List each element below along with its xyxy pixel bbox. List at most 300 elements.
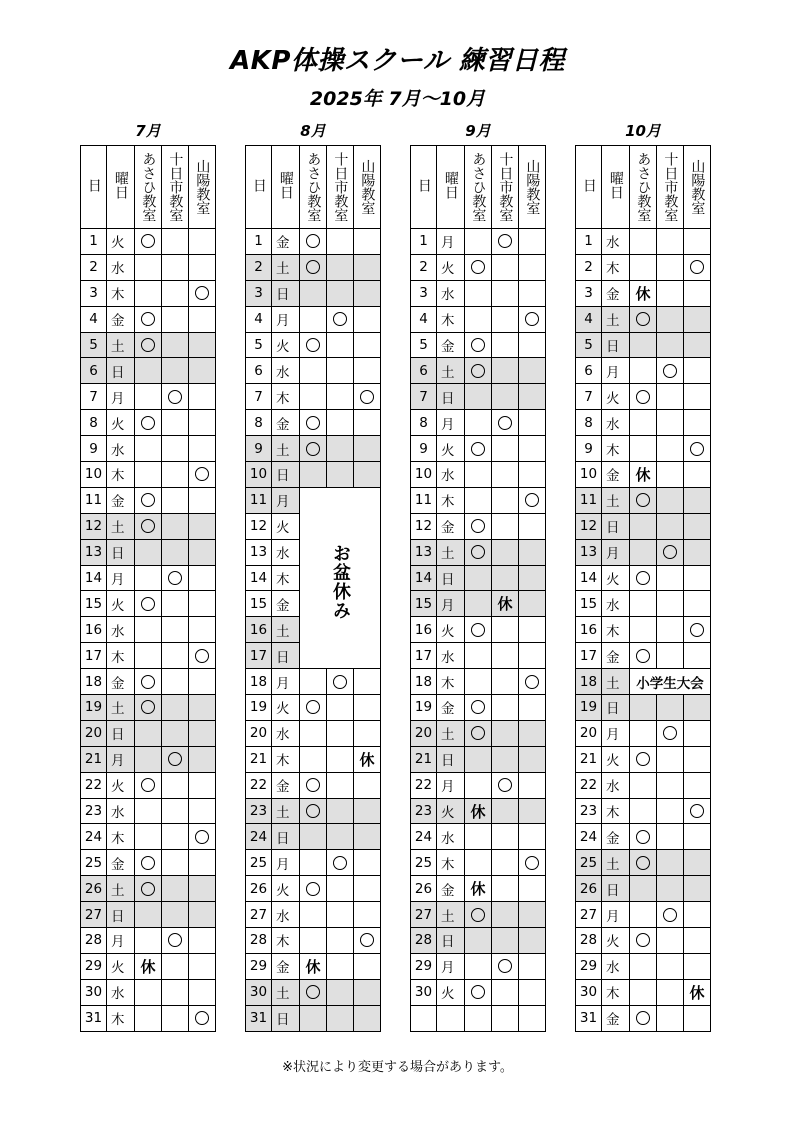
weekday-cell: 木 bbox=[602, 798, 630, 824]
sanyo-cell bbox=[519, 591, 546, 617]
asahi-cell bbox=[630, 565, 657, 591]
day-cell: 22 bbox=[576, 772, 602, 798]
circle-mark-icon bbox=[663, 726, 677, 740]
day-cell: 14 bbox=[81, 565, 107, 591]
asahi-cell bbox=[465, 850, 492, 876]
tokaichi-cell bbox=[162, 928, 189, 954]
day-cell: 11 bbox=[81, 487, 107, 513]
table-row bbox=[246, 695, 381, 721]
table-row bbox=[81, 462, 216, 488]
tokaichi-cell bbox=[162, 850, 189, 876]
asahi-cell bbox=[630, 695, 657, 721]
column-header bbox=[492, 146, 519, 229]
circle-mark-icon bbox=[498, 416, 512, 430]
sanyo-cell bbox=[519, 410, 546, 436]
table-row bbox=[576, 798, 711, 824]
closed-mark: 休 bbox=[470, 880, 486, 899]
tokaichi-cell bbox=[327, 720, 354, 746]
table-row bbox=[246, 384, 381, 410]
sanyo-cell bbox=[684, 462, 711, 488]
asahi-cell bbox=[135, 565, 162, 591]
table-row bbox=[411, 798, 546, 824]
weekday-cell: 火 bbox=[437, 617, 465, 643]
weekday-cell: 土 bbox=[272, 254, 300, 280]
asahi-cell bbox=[630, 591, 657, 617]
circle-mark-icon bbox=[471, 519, 485, 533]
circle-mark-icon bbox=[195, 649, 209, 663]
sanyo-cell bbox=[519, 979, 546, 1005]
asahi-cell bbox=[465, 720, 492, 746]
tokaichi-cell bbox=[327, 1005, 354, 1031]
circle-mark-icon bbox=[141, 778, 155, 792]
day-cell: 5 bbox=[411, 332, 437, 358]
weekday-cell: 日 bbox=[602, 332, 630, 358]
table-row bbox=[246, 876, 381, 902]
tokaichi-cell bbox=[492, 358, 519, 384]
day-cell: 3 bbox=[411, 280, 437, 306]
weekday-cell: 木 bbox=[437, 306, 465, 332]
table-row bbox=[81, 720, 216, 746]
table-row bbox=[81, 669, 216, 695]
tokaichi-cell bbox=[657, 332, 684, 358]
table-row bbox=[411, 643, 546, 669]
day-cell: 29 bbox=[246, 953, 272, 979]
sanyo-cell bbox=[354, 824, 381, 850]
asahi-cell bbox=[630, 513, 657, 539]
weekday-cell: 水 bbox=[437, 462, 465, 488]
tokaichi-cell bbox=[162, 229, 189, 255]
month-table bbox=[575, 145, 711, 1032]
weekday-cell: 日 bbox=[602, 513, 630, 539]
day-cell: 20 bbox=[81, 720, 107, 746]
asahi-cell bbox=[300, 254, 327, 280]
closed-mark: 休 bbox=[635, 284, 651, 303]
tokaichi-cell bbox=[657, 306, 684, 332]
asahi-cell bbox=[135, 669, 162, 695]
column-header-label: 山陽教室 bbox=[524, 158, 541, 215]
tokaichi-cell bbox=[492, 565, 519, 591]
weekday-cell: 木 bbox=[107, 643, 135, 669]
tokaichi-cell bbox=[492, 462, 519, 488]
sanyo-cell bbox=[189, 850, 216, 876]
closed-mark: 休 bbox=[305, 957, 321, 976]
tokaichi-cell bbox=[162, 643, 189, 669]
sanyo-cell bbox=[189, 953, 216, 979]
column-header bbox=[81, 146, 107, 229]
weekday-cell: 月 bbox=[602, 720, 630, 746]
asahi-cell bbox=[135, 979, 162, 1005]
asahi-cell bbox=[630, 850, 657, 876]
weekday-cell: 日 bbox=[107, 720, 135, 746]
asahi-cell bbox=[465, 358, 492, 384]
asahi-cell bbox=[465, 928, 492, 954]
table-row bbox=[246, 462, 381, 488]
tokaichi-cell bbox=[162, 462, 189, 488]
circle-mark-icon bbox=[168, 933, 182, 947]
sanyo-cell bbox=[189, 436, 216, 462]
asahi-cell bbox=[630, 436, 657, 462]
asahi-cell bbox=[135, 617, 162, 643]
header-row bbox=[81, 146, 216, 229]
weekday-cell: 木 bbox=[602, 254, 630, 280]
weekday-cell: 金 bbox=[437, 332, 465, 358]
column-header-label: 日 bbox=[250, 178, 267, 192]
table-row bbox=[81, 229, 216, 255]
sanyo-cell bbox=[354, 384, 381, 410]
day-cell: 22 bbox=[81, 772, 107, 798]
weekday-cell: 土 bbox=[272, 979, 300, 1005]
weekday-cell: 金 bbox=[602, 1005, 630, 1031]
sanyo-cell bbox=[684, 772, 711, 798]
tokaichi-cell bbox=[492, 669, 519, 695]
closed-mark: 休 bbox=[470, 802, 486, 821]
weekday-cell: 木 bbox=[107, 1005, 135, 1031]
table-row bbox=[576, 850, 711, 876]
tokaichi-cell bbox=[657, 591, 684, 617]
asahi-cell bbox=[630, 306, 657, 332]
table-row bbox=[576, 565, 711, 591]
sanyo-cell bbox=[354, 436, 381, 462]
tokaichi-cell bbox=[327, 695, 354, 721]
day-cell: 27 bbox=[246, 902, 272, 928]
tokaichi-cell bbox=[492, 280, 519, 306]
sanyo-cell bbox=[189, 358, 216, 384]
asahi-cell bbox=[630, 410, 657, 436]
sanyo-cell bbox=[189, 384, 216, 410]
table-row bbox=[576, 695, 711, 721]
tokaichi-cell bbox=[327, 229, 354, 255]
circle-mark-icon bbox=[141, 338, 155, 352]
sanyo-cell bbox=[189, 410, 216, 436]
column-header bbox=[135, 146, 162, 229]
table-row bbox=[246, 720, 381, 746]
day-cell: 29 bbox=[411, 953, 437, 979]
table-row bbox=[411, 772, 546, 798]
day-cell: 23 bbox=[81, 798, 107, 824]
column-header-label: 曜日 bbox=[442, 171, 459, 199]
column-header-label: 日 bbox=[85, 178, 102, 192]
page-subtitle: 2025年 7月～10月 bbox=[309, 88, 486, 110]
day-cell: 30 bbox=[246, 979, 272, 1005]
sanyo-cell bbox=[354, 720, 381, 746]
circle-mark-icon bbox=[360, 390, 374, 404]
day-cell: 24 bbox=[246, 824, 272, 850]
day-cell: 8 bbox=[81, 410, 107, 436]
asahi-cell bbox=[135, 798, 162, 824]
tokaichi-cell bbox=[327, 979, 354, 1005]
circle-mark-icon bbox=[306, 442, 320, 456]
weekday-cell: 火 bbox=[107, 591, 135, 617]
asahi-cell bbox=[300, 772, 327, 798]
asahi-cell bbox=[630, 746, 657, 772]
table-row bbox=[411, 902, 546, 928]
table-row bbox=[576, 384, 711, 410]
column-header bbox=[630, 146, 657, 229]
tokaichi-cell bbox=[327, 850, 354, 876]
day-cell: 25 bbox=[246, 850, 272, 876]
tokaichi-cell bbox=[492, 410, 519, 436]
weekday-cell: 金 bbox=[272, 772, 300, 798]
weekday-cell: 月 bbox=[602, 358, 630, 384]
sanyo-cell bbox=[354, 669, 381, 695]
sanyo-cell bbox=[189, 591, 216, 617]
weekday-cell: 金 bbox=[272, 591, 300, 617]
asahi-cell bbox=[135, 539, 162, 565]
day-cell: 7 bbox=[411, 384, 437, 410]
sanyo-cell bbox=[189, 876, 216, 902]
sanyo-cell bbox=[354, 462, 381, 488]
sanyo-cell bbox=[354, 928, 381, 954]
weekday-cell: 火 bbox=[107, 953, 135, 979]
table-row bbox=[81, 254, 216, 280]
asahi-cell bbox=[300, 953, 327, 979]
column-header bbox=[189, 146, 216, 229]
table-row bbox=[411, 824, 546, 850]
tokaichi-cell bbox=[657, 798, 684, 824]
day-cell: 15 bbox=[246, 591, 272, 617]
circle-mark-icon bbox=[141, 519, 155, 533]
header-row bbox=[246, 146, 381, 229]
day-cell: 8 bbox=[411, 410, 437, 436]
sanyo-cell bbox=[519, 254, 546, 280]
table-row bbox=[81, 617, 216, 643]
circle-mark-icon bbox=[663, 545, 677, 559]
table-row bbox=[81, 591, 216, 617]
tokaichi-cell bbox=[657, 720, 684, 746]
day-cell: 20 bbox=[411, 720, 437, 746]
weekday-cell: 土 bbox=[437, 358, 465, 384]
day-cell: 6 bbox=[576, 358, 602, 384]
tokaichi-cell bbox=[162, 487, 189, 513]
tokaichi-cell bbox=[162, 902, 189, 928]
asahi-cell bbox=[465, 591, 492, 617]
circle-mark-icon bbox=[471, 985, 485, 999]
table-row bbox=[411, 746, 546, 772]
weekday-cell: 土 bbox=[437, 902, 465, 928]
weekday-cell: 火 bbox=[437, 979, 465, 1005]
footer-note: ※状況により変更する場合があります。 bbox=[282, 1060, 513, 1075]
weekday-cell: 水 bbox=[107, 254, 135, 280]
sanyo-cell bbox=[189, 306, 216, 332]
sanyo-cell bbox=[684, 928, 711, 954]
table-row bbox=[246, 358, 381, 384]
day-cell: 6 bbox=[246, 358, 272, 384]
holiday-span-cell bbox=[300, 487, 381, 668]
column-header bbox=[657, 146, 684, 229]
sanyo-cell bbox=[684, 643, 711, 669]
tokaichi-cell bbox=[162, 617, 189, 643]
sanyo-cell bbox=[519, 280, 546, 306]
weekday-cell: 火 bbox=[602, 746, 630, 772]
day-cell: 6 bbox=[81, 358, 107, 384]
circle-mark-icon bbox=[306, 985, 320, 999]
circle-mark-icon bbox=[168, 752, 182, 766]
day-cell: 10 bbox=[81, 462, 107, 488]
tokaichi-cell bbox=[657, 824, 684, 850]
day-cell: 27 bbox=[81, 902, 107, 928]
circle-mark-icon bbox=[525, 493, 539, 507]
sanyo-cell bbox=[519, 824, 546, 850]
weekday-cell: 月 bbox=[272, 669, 300, 695]
circle-mark-icon bbox=[306, 234, 320, 248]
weekday-cell: 月 bbox=[602, 902, 630, 928]
asahi-cell bbox=[135, 772, 162, 798]
tokaichi-cell bbox=[492, 902, 519, 928]
asahi-cell bbox=[465, 876, 492, 902]
asahi-cell bbox=[465, 436, 492, 462]
sanyo-cell bbox=[519, 850, 546, 876]
day-cell: 15 bbox=[576, 591, 602, 617]
table-row bbox=[81, 436, 216, 462]
day-cell bbox=[411, 1005, 437, 1031]
day-cell: 28 bbox=[81, 928, 107, 954]
tokaichi-cell bbox=[657, 565, 684, 591]
day-cell: 18 bbox=[576, 669, 602, 695]
sanyo-cell bbox=[189, 332, 216, 358]
table-row bbox=[81, 513, 216, 539]
sanyo-cell bbox=[189, 643, 216, 669]
table-row bbox=[246, 953, 381, 979]
weekday-cell bbox=[437, 1005, 465, 1031]
circle-mark-icon bbox=[141, 700, 155, 714]
column-header bbox=[465, 146, 492, 229]
asahi-cell bbox=[465, 306, 492, 332]
sanyo-cell bbox=[354, 695, 381, 721]
sanyo-cell bbox=[684, 695, 711, 721]
asahi-cell bbox=[135, 384, 162, 410]
day-cell: 22 bbox=[246, 772, 272, 798]
column-header-label: 山陽教室 bbox=[689, 158, 706, 215]
table-row bbox=[411, 358, 546, 384]
sanyo-cell bbox=[519, 462, 546, 488]
tokaichi-cell bbox=[327, 824, 354, 850]
weekday-cell: 金 bbox=[437, 513, 465, 539]
day-cell: 8 bbox=[576, 410, 602, 436]
tokaichi-cell bbox=[327, 928, 354, 954]
weekday-cell: 日 bbox=[437, 565, 465, 591]
sanyo-cell bbox=[189, 513, 216, 539]
table-row bbox=[576, 746, 711, 772]
day-cell: 12 bbox=[246, 513, 272, 539]
column-header-label: あさひ教室 bbox=[470, 151, 487, 222]
table-row bbox=[81, 358, 216, 384]
sanyo-cell bbox=[519, 513, 546, 539]
day-cell: 10 bbox=[411, 462, 437, 488]
weekday-cell: 水 bbox=[272, 539, 300, 565]
circle-mark-icon bbox=[471, 338, 485, 352]
table-row bbox=[411, 487, 546, 513]
day-cell: 4 bbox=[411, 306, 437, 332]
circle-mark-icon bbox=[168, 390, 182, 404]
asahi-cell bbox=[300, 1005, 327, 1031]
day-cell: 14 bbox=[576, 565, 602, 591]
tokaichi-cell bbox=[657, 410, 684, 436]
day-cell: 11 bbox=[246, 487, 272, 513]
weekday-cell: 金 bbox=[272, 953, 300, 979]
asahi-cell bbox=[465, 953, 492, 979]
day-cell: 17 bbox=[81, 643, 107, 669]
tokaichi-cell bbox=[657, 487, 684, 513]
asahi-cell bbox=[300, 332, 327, 358]
day-cell: 18 bbox=[81, 669, 107, 695]
sanyo-cell bbox=[684, 591, 711, 617]
day-cell: 25 bbox=[411, 850, 437, 876]
day-cell: 25 bbox=[576, 850, 602, 876]
tokaichi-cell bbox=[327, 280, 354, 306]
table-row bbox=[576, 643, 711, 669]
circle-mark-icon bbox=[360, 933, 374, 947]
asahi-cell bbox=[135, 487, 162, 513]
tokaichi-cell bbox=[492, 746, 519, 772]
circle-mark-icon bbox=[498, 778, 512, 792]
weekday-cell: 水 bbox=[107, 979, 135, 1005]
column-header-label: 曜日 bbox=[112, 171, 129, 199]
asahi-cell bbox=[300, 436, 327, 462]
asahi-cell bbox=[630, 358, 657, 384]
asahi-cell bbox=[300, 358, 327, 384]
weekday-cell: 日 bbox=[437, 928, 465, 954]
tokaichi-cell bbox=[657, 462, 684, 488]
asahi-cell bbox=[135, 824, 162, 850]
tokaichi-cell bbox=[657, 358, 684, 384]
tokaichi-cell bbox=[657, 979, 684, 1005]
circle-mark-icon bbox=[636, 649, 650, 663]
asahi-cell bbox=[135, 876, 162, 902]
day-cell: 23 bbox=[411, 798, 437, 824]
day-cell: 18 bbox=[246, 669, 272, 695]
table-row bbox=[81, 902, 216, 928]
table-row bbox=[576, 928, 711, 954]
circle-mark-icon bbox=[636, 856, 650, 870]
table-row bbox=[246, 746, 381, 772]
column-header-label: 山陽教室 bbox=[359, 158, 376, 215]
sanyo-cell bbox=[519, 229, 546, 255]
circle-mark-icon bbox=[306, 416, 320, 430]
day-cell: 16 bbox=[576, 617, 602, 643]
asahi-cell bbox=[300, 928, 327, 954]
tokaichi-cell bbox=[492, 798, 519, 824]
sanyo-cell bbox=[519, 928, 546, 954]
tokaichi-cell bbox=[492, 824, 519, 850]
asahi-cell bbox=[300, 902, 327, 928]
table-row bbox=[411, 513, 546, 539]
tokaichi-cell bbox=[162, 746, 189, 772]
weekday-cell: 日 bbox=[272, 643, 300, 669]
day-cell: 24 bbox=[411, 824, 437, 850]
tokaichi-cell bbox=[657, 539, 684, 565]
table-row bbox=[246, 1005, 381, 1031]
weekday-cell: 月 bbox=[437, 953, 465, 979]
tokaichi-cell bbox=[327, 436, 354, 462]
table-row bbox=[81, 487, 216, 513]
tokaichi-cell bbox=[657, 928, 684, 954]
sanyo-cell bbox=[519, 669, 546, 695]
circle-mark-icon bbox=[333, 312, 347, 326]
sanyo-cell bbox=[189, 280, 216, 306]
circle-mark-icon bbox=[636, 1011, 650, 1025]
weekday-cell: 土 bbox=[437, 720, 465, 746]
sanyo-cell bbox=[684, 280, 711, 306]
circle-mark-icon bbox=[690, 442, 704, 456]
asahi-cell bbox=[630, 772, 657, 798]
sanyo-cell bbox=[684, 902, 711, 928]
closed-mark: 休 bbox=[635, 465, 651, 484]
tokaichi-cell bbox=[162, 669, 189, 695]
sanyo-cell bbox=[519, 487, 546, 513]
table-row bbox=[411, 436, 546, 462]
day-cell: 14 bbox=[411, 565, 437, 591]
weekday-cell: 水 bbox=[602, 953, 630, 979]
